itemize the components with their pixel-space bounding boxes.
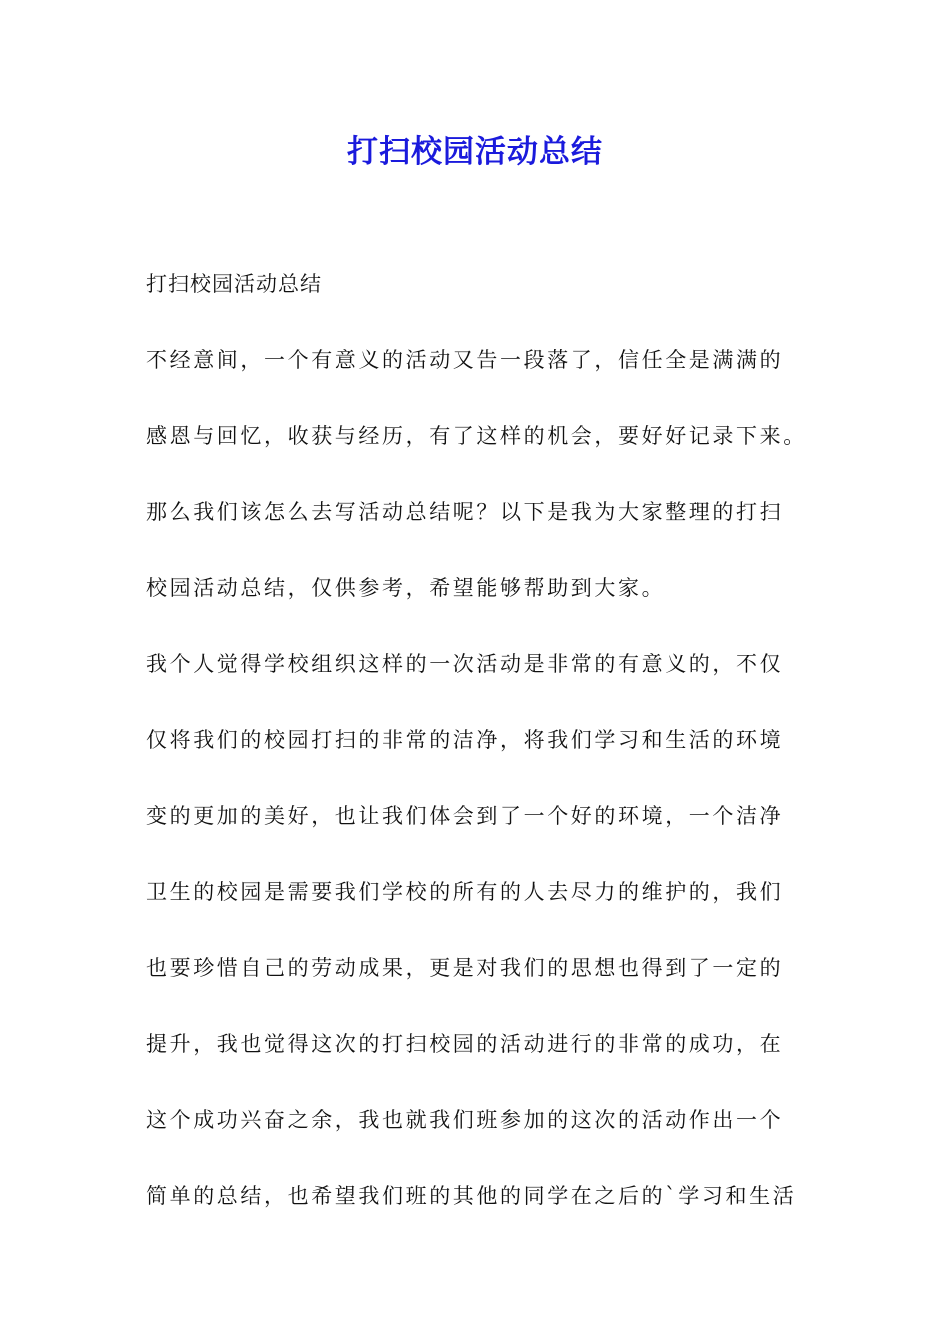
paragraph-line: 这个成功兴奋之余，我也就我们班参加的这次的活动作出一个 xyxy=(146,1108,784,1132)
paragraph-line: 不经意间，一个有意义的活动又告一段落了，信任全是满满的 xyxy=(146,348,784,372)
paragraph-line: 卫生的校园是需要我们学校的所有的人去尽力的维护的，我们 xyxy=(146,880,784,904)
paragraph-line: 校园活动总结，仅供参考，希望能够帮助到大家。 xyxy=(146,576,666,600)
paragraph-line: 简单的总结，也希望我们班的其他的同学在之后的`学习和生活 xyxy=(146,1184,797,1208)
paragraph-line: 仅将我们的校园打扫的非常的洁净，将我们学习和生活的环境 xyxy=(146,728,784,752)
document-subtitle: 打扫校园活动总结 xyxy=(146,272,322,296)
paragraph-line: 提升，我也觉得这次的打扫校园的活动进行的非常的成功，在 xyxy=(146,1032,784,1056)
paragraph-line: 那么我们该怎么去写活动总结呢？以下是我为大家整理的打扫 xyxy=(146,500,784,524)
document-title: 打扫校园活动总结 xyxy=(347,134,603,170)
paragraph-line: 变的更加的美好，也让我们体会到了一个好的环境，一个洁净 xyxy=(146,804,784,828)
paragraph-line: 感恩与回忆，收获与经历，有了这样的机会，要好好记录下来。 xyxy=(146,424,807,448)
paragraph-line: 也要珍惜自己的劳动成果，更是对我们的思想也得到了一定的 xyxy=(146,956,784,980)
paragraph-line: 我个人觉得学校组织这样的一次活动是非常的有意义的，不仅 xyxy=(146,652,784,676)
